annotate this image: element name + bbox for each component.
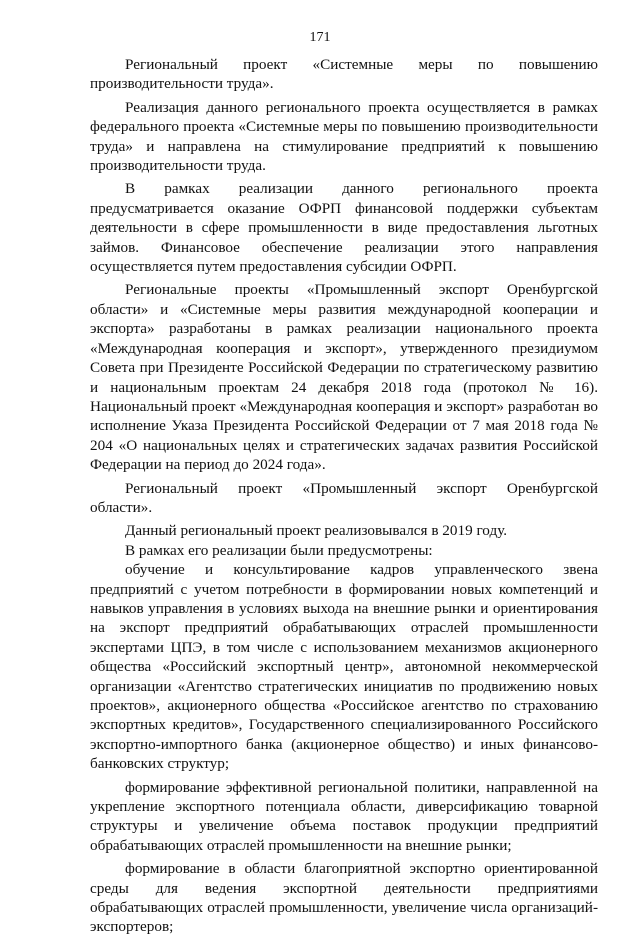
paragraph-productivity-federal: Реализация данного регионального проекта осуществляется в рамках федерального проекта «Системные меры по повышению производительности труда» и направлена на стимулирование предприятий к повышению производительности труда. [90,98,598,175]
paragraph-ofrp-support: В рамках реализации данного регионального проекта предусматривается оказание ОФРП финансовой поддержки субъектам деятельности в сфере промышленности в виде предоставления льготных займов. Финансовое обеспечение реализации этого направления осуществляется путем предоставления субсидии ОФРП. [90,180,598,276]
page-number: 171 [309,30,331,45]
paragraph-implementation-year: Данный региональный проект реализовывался в 2019 году. [125,522,508,540]
paragraph-provisions-intro: В рамках его реализации были предусмотрены: [125,541,433,559]
paragraph-productivity-project-title: Региональный проект «Системные меры по повышению производительности труда». [90,56,598,93]
paragraph-training-item: обучение и консультирование кадров управленческого звена предприятий с учетом потребности в формировании новых компетенций и навыков управления в условиях выхода на внешние рынки и ориентирования на экспорт предприятий обрабатывающих отраслей промышленности экспертами ЦПЭ, в том числе с использованием механизмов акционерного общества «Российский экспортный центр», автономной некоммерческой организации «Агентство стратегических инициатив по продвижению новых проектов», акционерного общества «Российское агентство по страхованию экспортных кредитов», Государственного специализированного Российского экспортно-импортного банка (акционерное общество) и иных финансово-банковских структур; [90,561,598,773]
paragraph-export-project-title: Региональный проект «Промышленный экспорт Оренбургской области». [90,479,598,516]
page-body [90,55,598,937]
paragraph-regional-policy-item: формирование эффективной региональной политики, направленной на укрепление экспортного потенциала области, диверсификацию товарной структуры и увеличение объема поставок продукции предприятий обрабатывающих отраслей промышленности на внешние рынки; [90,778,598,854]
paragraph-export-projects: Региональные проекты «Промышленный экспорт Оренбургской области» и «Системные меры развития международной кооперации и экспорта» разработаны в рамках реализации национального проекта «Международная кооперация и экспорт», утвержденного президиумом Совета при Президенте Российской Федерации по стратегическому развитию и национальным проектам 24 декабря 2018 года (протокол № 16). Национальный проект «Международная кооперация и экспорт» разработан во исполнение Указа Президента Российской Федерации от 7 мая 2018 года № 204 «О национальных целях и стратегических задачах развития Российской Федерации на период до 2024 года». [90,281,598,474]
paragraph-export-environment-item: формирование в области благоприятной экспортно ориентированной среды для ведения экспортной деятельности предприятиями обрабатывающих отраслей промышленности, увеличение числа организаций-экспортеров; [90,860,598,936]
